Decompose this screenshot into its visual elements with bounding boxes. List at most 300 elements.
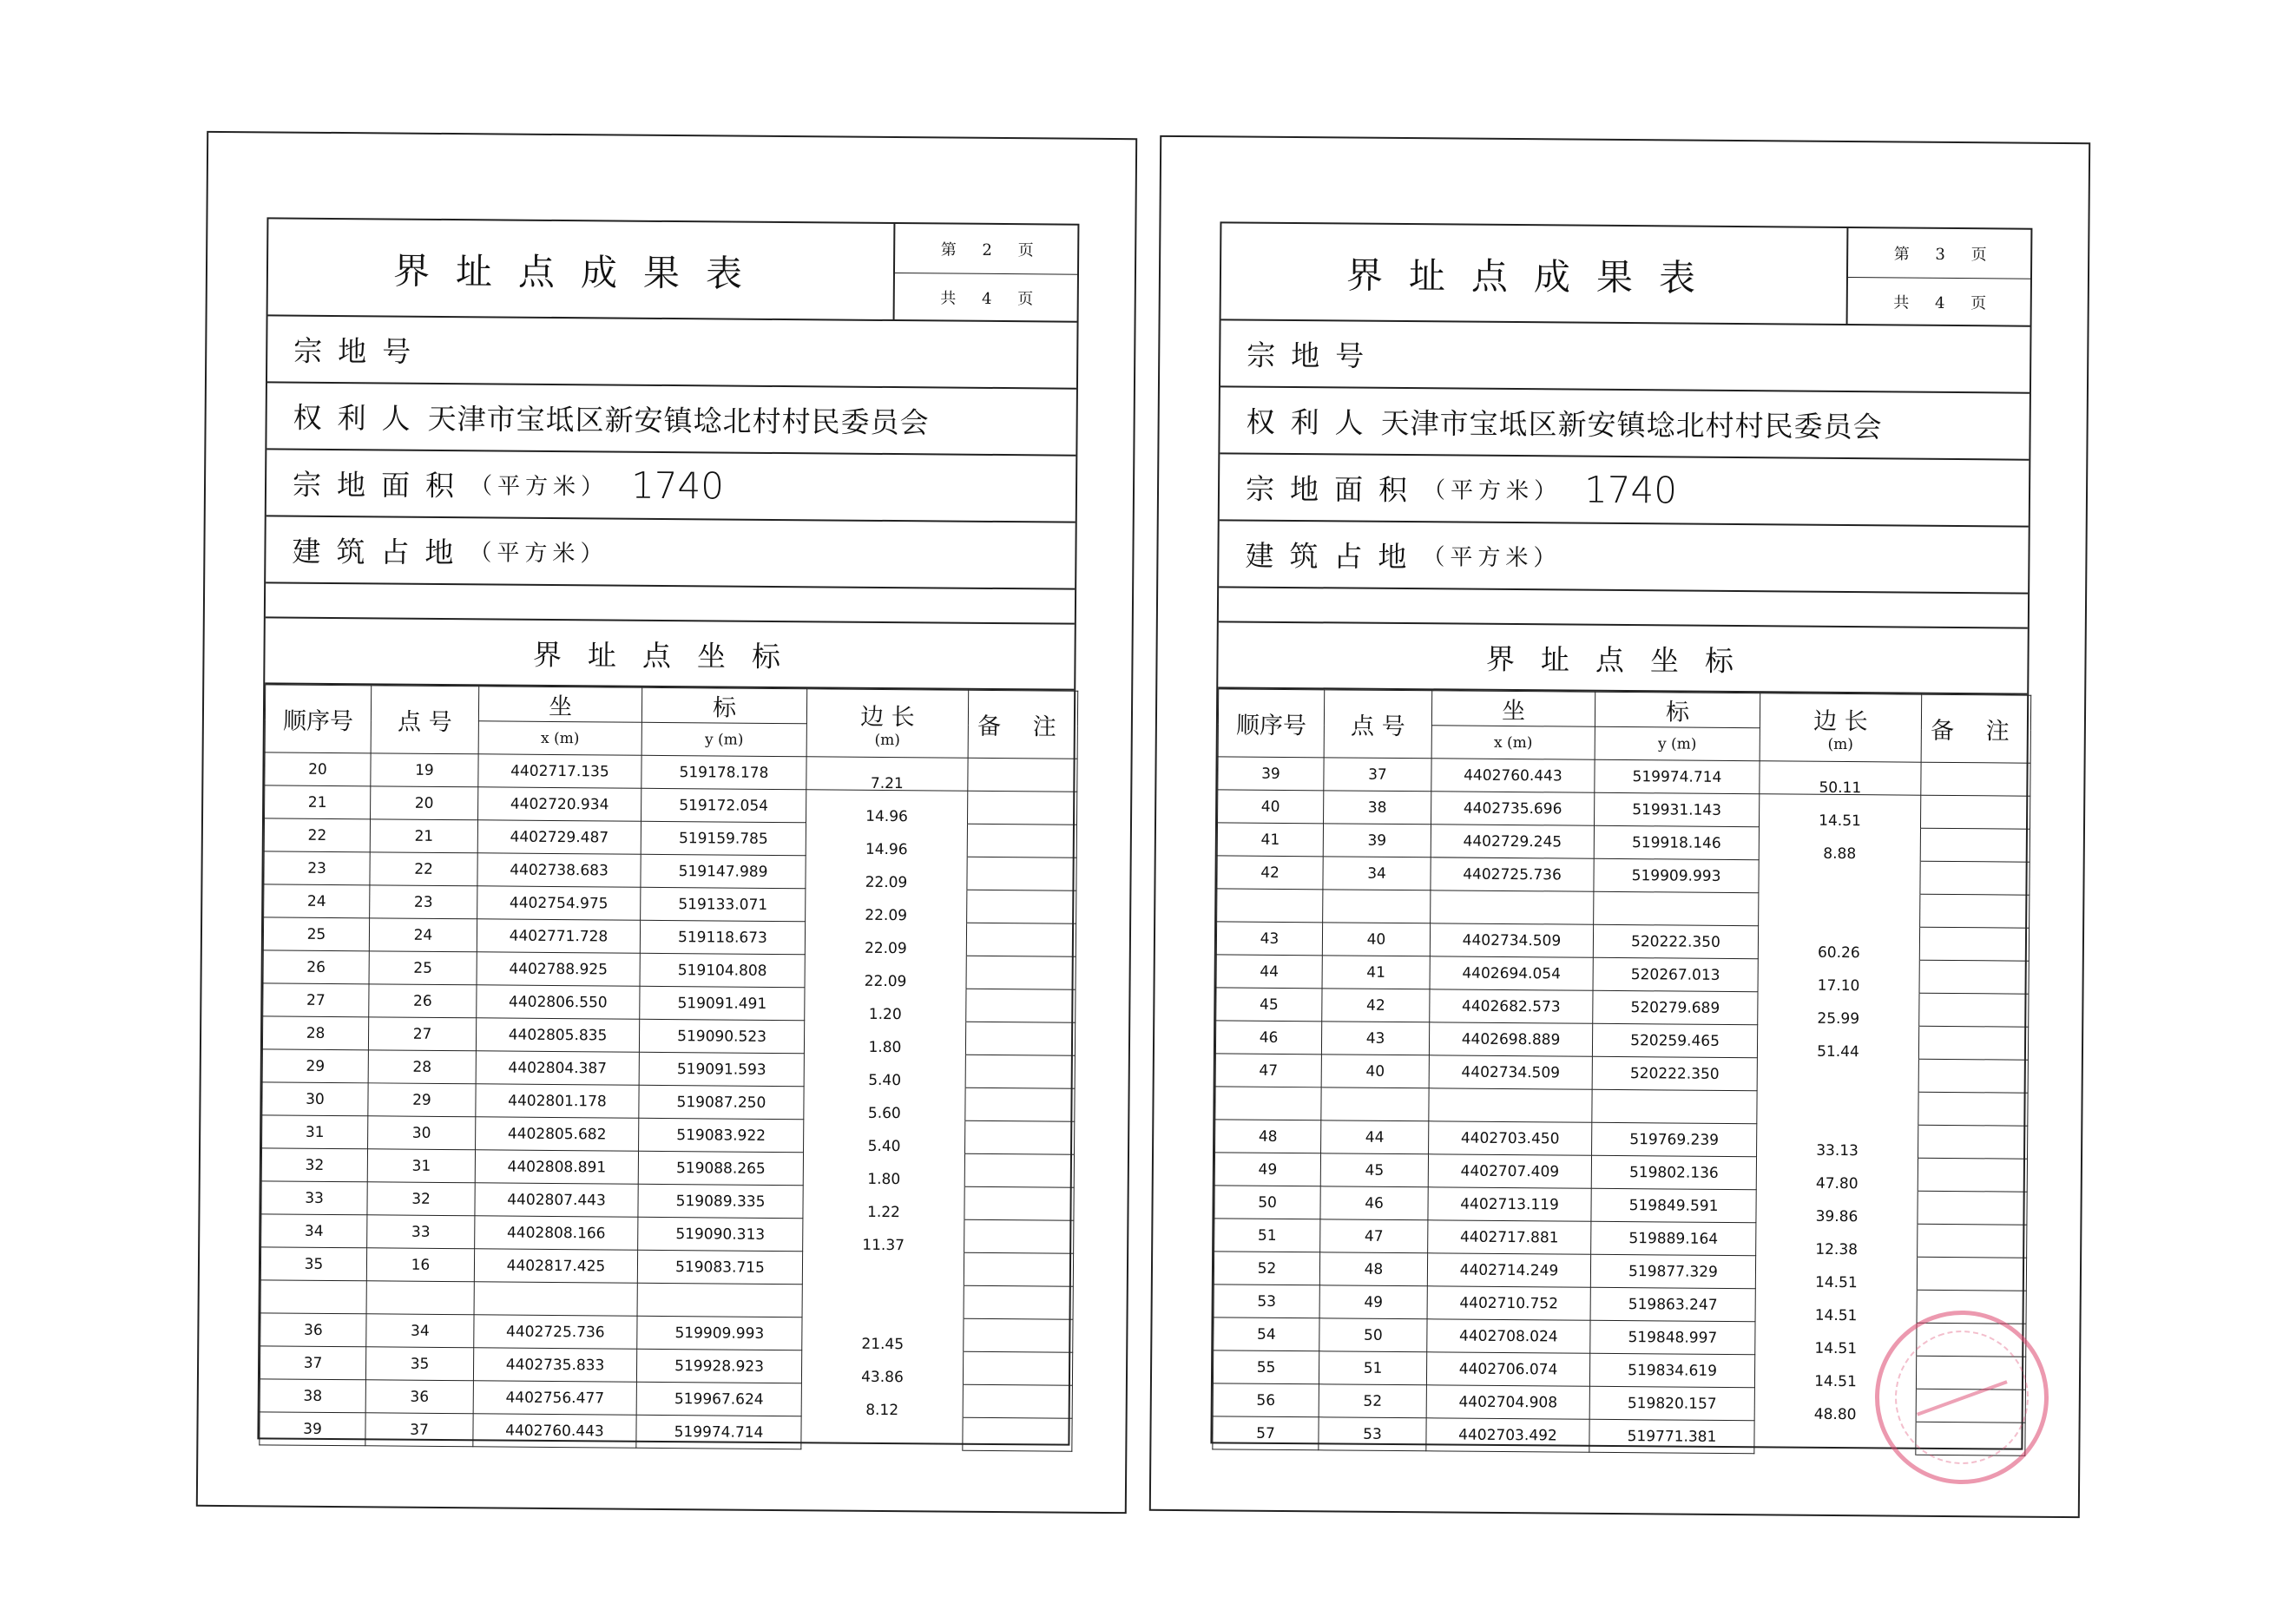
note-cell: [964, 1252, 1073, 1286]
edge-length-cell: 22.09: [806, 873, 967, 907]
note-cell: [967, 857, 1076, 890]
edge-length-cell: 14.96: [806, 807, 967, 841]
note-cell: [967, 791, 1076, 825]
x-cell: 4402717.881: [1428, 1220, 1591, 1254]
col-length-label: 边 长: [1813, 707, 1868, 736]
x-cell: 4402720.934: [478, 787, 641, 821]
note-cell: [1919, 960, 2029, 994]
point-cell: 49: [1319, 1285, 1427, 1319]
y-cell: 519172.054: [641, 788, 806, 822]
seq-cell: 23: [264, 851, 370, 885]
y-cell: [1594, 891, 1759, 925]
note-cell: [1918, 1092, 2028, 1126]
x-cell: 4402714.249: [1427, 1253, 1590, 1287]
seq-cell: 29: [262, 1049, 368, 1083]
point-cell: 28: [368, 1050, 476, 1084]
note-cell: [964, 1186, 1074, 1220]
table-title: 界址点成果表: [268, 219, 896, 321]
building-area-row: [266, 516, 1076, 589]
seq-cell: 25: [263, 917, 369, 951]
y-cell: 520267.013: [1593, 957, 1758, 991]
seq-cell: 50: [1214, 1186, 1320, 1219]
col-length-label: 边 长: [860, 703, 915, 732]
point-cell: 27: [368, 1017, 476, 1051]
note-cell: [965, 1120, 1075, 1154]
y-cell: 520279.689: [1593, 990, 1758, 1024]
note-cell: [1918, 1224, 2027, 1258]
y-cell: 519087.250: [639, 1085, 804, 1119]
edge-length-cell: 22.09: [805, 939, 966, 973]
seq-cell: 32: [261, 1148, 367, 1182]
seq-cell: 51: [1214, 1219, 1320, 1252]
x-cell: [1431, 890, 1594, 924]
point-cell: 16: [366, 1248, 474, 1282]
point-cell: 32: [367, 1182, 475, 1216]
table-header: [268, 219, 1078, 322]
seq-cell: 24: [264, 884, 370, 918]
y-cell: 519918.146: [1594, 825, 1759, 859]
y-cell: 519974.714: [636, 1415, 801, 1449]
x-cell: 4402725.736: [474, 1315, 637, 1349]
y-cell: 519931.143: [1595, 792, 1760, 826]
edge-length-cell: 5.40: [803, 1137, 964, 1171]
x-cell: 4402707.409: [1428, 1154, 1591, 1188]
edge-length-cell: 14.51: [1755, 1306, 1917, 1340]
x-cell: 4402713.119: [1428, 1187, 1591, 1221]
coords-table: [259, 684, 1078, 1451]
x-cell: 4402706.074: [1426, 1352, 1589, 1386]
x-cell: 4402729.245: [1431, 825, 1594, 858]
note-cell: [966, 989, 1076, 1022]
x-cell: [1429, 1088, 1592, 1122]
edge-length-cell: 51.44: [1757, 1042, 1918, 1076]
y-cell: 519909.993: [637, 1316, 802, 1350]
y-cell: 519820.157: [1589, 1386, 1754, 1420]
sheet-page-2: [196, 131, 1137, 1514]
y-cell: 519147.989: [641, 854, 806, 888]
x-cell: 4402805.682: [476, 1117, 639, 1151]
edge-length-cell: 1.22: [803, 1203, 964, 1237]
edge-length-cell: 14.51: [1755, 1339, 1917, 1373]
result-table-frame: [1210, 221, 2032, 1449]
x-cell: 4402703.492: [1426, 1418, 1589, 1452]
point-cell: 23: [370, 885, 477, 919]
point-cell: 26: [369, 984, 477, 1018]
col-seq-header: 顺序号: [1218, 689, 1325, 758]
y-cell: 519083.922: [639, 1118, 804, 1152]
x-cell: 4402808.891: [475, 1150, 638, 1184]
seq-cell: 34: [261, 1214, 367, 1248]
point-cell: 51: [1319, 1351, 1426, 1385]
owner-label: 权利人: [293, 400, 426, 436]
x-cell: 4402808.166: [475, 1216, 638, 1250]
building-area-unit: （平方米）: [469, 540, 609, 568]
col-coord-header-b: 标: [1595, 692, 1760, 727]
point-cell: 39: [1323, 824, 1431, 857]
y-cell: 519091.491: [640, 986, 805, 1020]
point-cell: 41: [1322, 956, 1430, 989]
x-cell: 4402760.443: [473, 1414, 636, 1448]
point-cell: 52: [1319, 1384, 1426, 1418]
y-cell: 519848.997: [1590, 1320, 1755, 1354]
y-cell: 519159.785: [641, 821, 806, 855]
point-cell: 25: [369, 951, 477, 985]
seq-cell: 36: [260, 1313, 366, 1347]
edge-length-cell: 33.13: [1756, 1141, 1918, 1175]
edge-length-cell: 1.20: [805, 1005, 966, 1039]
seq-cell: 44: [1216, 955, 1322, 989]
point-cell: 47: [1320, 1219, 1428, 1253]
x-cell: 4402738.683: [477, 853, 641, 887]
y-cell: 519877.329: [1590, 1254, 1755, 1288]
col-coord-header-b: 标: [641, 687, 806, 723]
note-cell: [1918, 1026, 2028, 1060]
point-cell: 44: [1321, 1120, 1429, 1154]
y-cell: 519083.715: [637, 1250, 802, 1284]
edge-length-cell: [802, 1302, 964, 1336]
parcel-number-row: [267, 316, 1077, 389]
edge-length-cell: 60.26: [1758, 943, 1919, 977]
note-cell: [967, 824, 1076, 857]
point-cell: 42: [1322, 989, 1430, 1022]
seq-cell: 40: [1218, 790, 1324, 824]
point-cell: 48: [1319, 1252, 1427, 1286]
x-cell: 4402717.135: [478, 754, 641, 788]
owner-row: [1220, 387, 2030, 460]
note-cell: [963, 1384, 1072, 1418]
y-cell: 520222.350: [1592, 1056, 1757, 1090]
table-title: 界址点成果表: [1221, 223, 1849, 325]
col-point-header: 点 号: [1324, 690, 1432, 759]
note-cell: [1918, 1125, 2028, 1159]
x-cell: 4402807.443: [475, 1183, 638, 1217]
x-cell: 4402734.509: [1429, 1055, 1592, 1089]
building-area-row: [1219, 521, 2029, 594]
x-cell: 4402694.054: [1430, 956, 1593, 990]
y-cell: 519863.247: [1590, 1287, 1755, 1321]
seq-cell: 28: [262, 1016, 368, 1050]
seq-cell: 42: [1217, 856, 1323, 890]
seq-cell: 46: [1215, 1021, 1321, 1055]
note-cell: [1920, 795, 2030, 829]
edge-length-cell: 22.09: [805, 972, 966, 1006]
edge-length-cell: 7.21: [806, 774, 968, 808]
point-cell: 45: [1320, 1153, 1428, 1187]
seq-cell: [1215, 1087, 1321, 1120]
owner-row: [266, 383, 1076, 456]
x-cell: 4402806.550: [477, 985, 640, 1019]
seq-cell: 55: [1213, 1350, 1319, 1384]
note-cell: [965, 1055, 1075, 1088]
x-cell: 4402682.573: [1430, 989, 1593, 1023]
parcel-area-row: [1220, 454, 2030, 527]
point-cell: 37: [365, 1413, 473, 1447]
owner-label: 权利人: [1246, 404, 1379, 440]
seq-cell: 54: [1214, 1317, 1319, 1351]
seq-cell: 49: [1214, 1153, 1320, 1186]
seq-cell: 57: [1213, 1416, 1319, 1450]
point-cell: 33: [367, 1215, 475, 1249]
seq-cell: 47: [1215, 1054, 1321, 1087]
point-cell: 35: [365, 1347, 473, 1381]
seq-cell: [1217, 889, 1323, 923]
table-row: [260, 1412, 1072, 1451]
table-header: [1221, 223, 2031, 326]
y-cell: 519090.523: [639, 1019, 804, 1053]
y-cell: 519769.239: [1592, 1122, 1757, 1156]
seq-cell: 43: [1216, 922, 1322, 956]
col-length-unit: (m): [874, 731, 901, 750]
point-cell: [1323, 890, 1431, 923]
x-cell: [474, 1282, 637, 1316]
x-cell: 4402734.509: [1430, 923, 1593, 957]
edge-length-cell: 43.86: [801, 1368, 963, 1402]
edge-length-cell: 8.12: [801, 1401, 963, 1435]
page-number: 第 3 页: [1848, 228, 2032, 279]
x-cell: 4402771.728: [477, 919, 640, 953]
y-cell: 519118.673: [640, 920, 805, 954]
y-cell: 519802.136: [1591, 1155, 1756, 1189]
x-cell: 4402756.477: [473, 1381, 636, 1415]
edge-length-cell: 12.38: [1755, 1240, 1917, 1274]
seq-cell: 39: [1218, 757, 1324, 791]
y-cell: 519909.993: [1594, 858, 1759, 892]
note-cell: [964, 1219, 1074, 1253]
seq-cell: 21: [265, 785, 371, 819]
note-cell: [1920, 861, 2030, 895]
note-cell: [1920, 894, 2030, 928]
edge-length-cell: 22.09: [805, 906, 966, 940]
edge-length-cell: [1757, 1108, 1918, 1142]
x-cell: 4402801.178: [476, 1084, 639, 1118]
seq-cell: 39: [260, 1412, 365, 1446]
point-cell: 40: [1321, 1055, 1429, 1088]
note-cell: [966, 923, 1076, 956]
coords-subtitle: 界址点坐标: [265, 618, 1075, 690]
edge-length-cell: 17.10: [1758, 976, 1919, 1010]
point-cell: 29: [368, 1083, 476, 1117]
point-cell: 34: [366, 1314, 474, 1348]
col-y-header: y (m): [641, 722, 806, 756]
edge-length-cell: 47.80: [1756, 1174, 1918, 1208]
point-cell: 19: [371, 753, 478, 787]
note-cell: [1918, 1158, 2027, 1192]
point-cell: 53: [1319, 1417, 1426, 1451]
edge-length-cell: 5.40: [804, 1071, 965, 1105]
y-cell: 519849.591: [1591, 1188, 1756, 1222]
point-cell: 43: [1321, 1022, 1429, 1055]
edge-length-cell: 11.37: [802, 1236, 964, 1270]
y-cell: 520259.465: [1592, 1023, 1757, 1057]
parcel-number-label: 宗地号: [293, 333, 427, 369]
y-cell: [1592, 1089, 1757, 1123]
y-cell: 519889.164: [1591, 1221, 1756, 1255]
y-cell: 519928.923: [636, 1349, 801, 1383]
note-cell: [964, 1318, 1073, 1352]
note-cell: [1921, 762, 2030, 796]
edge-length-cell: 1.80: [804, 1038, 965, 1072]
note-cell: [1918, 1059, 2028, 1093]
x-cell: 4402788.925: [477, 952, 640, 986]
y-cell: 519974.714: [1595, 759, 1760, 793]
seq-cell: 38: [260, 1379, 365, 1413]
edge-length-cell: 50.11: [1760, 779, 1921, 812]
col-point-header: 点 号: [371, 686, 479, 754]
point-cell: 50: [1319, 1318, 1427, 1352]
x-cell: 4402729.487: [477, 820, 641, 854]
x-cell: 4402805.835: [476, 1018, 639, 1052]
edge-length-cell: 8.88: [1759, 844, 1920, 878]
building-area-unit: （平方米）: [1422, 544, 1562, 572]
seq-cell: 48: [1215, 1120, 1321, 1153]
col-length-header: [806, 689, 969, 758]
edge-length-cell: 39.86: [1756, 1207, 1918, 1241]
y-cell: 519133.071: [641, 887, 806, 921]
note-cell: [1919, 927, 2029, 961]
x-cell: 4402704.908: [1426, 1385, 1589, 1419]
x-cell: 4402710.752: [1427, 1286, 1590, 1320]
col-coord-header-a: 坐: [1431, 691, 1595, 726]
note-cell: [964, 1153, 1074, 1187]
note-cell: [965, 1022, 1075, 1055]
seq-cell: 53: [1214, 1285, 1319, 1318]
parcel-area-unit: （平方米）: [469, 473, 609, 501]
x-cell: 4402754.975: [477, 886, 641, 920]
seq-cell: 20: [265, 752, 371, 786]
y-cell: 520222.350: [1593, 924, 1758, 958]
point-cell: 40: [1322, 923, 1430, 956]
parcel-number-label: 宗地号: [1247, 338, 1380, 373]
note-cell: [966, 956, 1076, 989]
page-number: 第 2 页: [895, 224, 1079, 275]
col-x-header: x (m): [478, 721, 641, 755]
note-cell: [967, 890, 1076, 923]
col-seq-header: 顺序号: [265, 685, 372, 753]
parcel-area-label: 宗地面积: [292, 467, 470, 503]
owner-value: 天津市宝坻区新安镇埝北村村民委员会: [1380, 405, 1883, 444]
seq-cell: 31: [262, 1115, 368, 1149]
x-cell: 4402760.443: [1431, 759, 1595, 792]
seq-cell: 56: [1213, 1383, 1319, 1417]
edge-length-cell: 14.96: [806, 840, 967, 874]
coords-subtitle: 界址点坐标: [1218, 622, 2028, 694]
note-cell: [965, 1087, 1075, 1121]
seq-cell: 35: [260, 1247, 366, 1281]
note-cell: [968, 758, 1077, 792]
y-cell: 519178.178: [641, 755, 806, 789]
point-cell: [366, 1281, 474, 1315]
x-cell: 4402703.450: [1429, 1121, 1592, 1155]
point-cell: 36: [365, 1380, 473, 1414]
edge-length-cell: [1757, 1075, 1918, 1109]
point-cell: 30: [368, 1116, 476, 1150]
col-note-header: 备 注: [968, 690, 1078, 759]
building-area-label: 建筑占地: [292, 534, 470, 570]
col-length-unit: (m): [1827, 735, 1854, 754]
note-cell: [1920, 828, 2030, 862]
y-cell: 519089.335: [638, 1184, 803, 1218]
owner-value: 天津市宝坻区新安镇埝北村村民委员会: [427, 401, 930, 440]
note-cell: [963, 1351, 1072, 1385]
seq-cell: 33: [261, 1181, 367, 1215]
edge-length-cell: 14.51: [1759, 812, 1920, 845]
edge-length-cell: 5.60: [804, 1104, 965, 1138]
seq-cell: 27: [263, 983, 369, 1017]
coords-table-body: [260, 752, 1077, 1451]
y-cell: 519967.624: [636, 1382, 801, 1416]
point-cell: [1321, 1087, 1429, 1121]
col-length-header: [1760, 693, 1922, 762]
note-cell: [1918, 1191, 2027, 1225]
col-coord-header-a: 坐: [478, 687, 641, 722]
y-cell: 519834.619: [1589, 1353, 1754, 1387]
building-area-label: 建筑占地: [1245, 538, 1423, 575]
x-cell: 4402735.833: [473, 1348, 636, 1382]
y-cell: [637, 1283, 802, 1317]
note-cell: [1919, 993, 2029, 1027]
seq-cell: 45: [1216, 988, 1322, 1022]
edge-length-cell: 21.45: [802, 1335, 964, 1369]
page-total: 共 4 页: [1893, 293, 1987, 313]
parcel-area-unit: （平方米）: [1422, 477, 1562, 505]
parcel-area-value: 1740: [1583, 468, 1678, 512]
edge-length-cell: 1.80: [803, 1170, 964, 1204]
seq-cell: 52: [1214, 1252, 1319, 1285]
y-cell: 519104.808: [640, 953, 805, 987]
x-cell: 4402804.387: [476, 1051, 639, 1085]
edge-length-cell: [1759, 877, 1920, 911]
col-note-header: 备 注: [1921, 694, 2031, 763]
edge-length-cell: 48.80: [1754, 1405, 1916, 1439]
result-table-frame: [257, 217, 1079, 1445]
edge-length-cell: 14.51: [1754, 1372, 1916, 1406]
point-cell: 34: [1323, 857, 1431, 890]
point-cell: 21: [370, 819, 477, 853]
edge-length-cell: [802, 1269, 964, 1303]
parcel-area-value: 1740: [630, 463, 725, 508]
parcel-number-row: [1220, 320, 2030, 393]
edge-length-cell: 25.99: [1758, 1009, 1919, 1043]
edge-length-cell: [1758, 910, 1919, 944]
point-cell: 46: [1320, 1186, 1428, 1220]
seq-cell: 22: [264, 818, 370, 852]
edge-length-cell: 14.51: [1755, 1273, 1917, 1307]
point-cell: 24: [369, 918, 477, 952]
col-y-header: y (m): [1595, 726, 1760, 760]
y-cell: 519771.381: [1589, 1419, 1754, 1453]
point-cell: 20: [371, 786, 478, 820]
point-cell: 37: [1324, 758, 1431, 792]
y-cell: 519088.265: [638, 1151, 803, 1185]
x-cell: 4402725.736: [1431, 857, 1594, 891]
x-cell: 4402817.425: [474, 1249, 637, 1283]
parcel-area-label: 宗地面积: [1245, 471, 1424, 508]
y-cell: 519091.593: [639, 1052, 804, 1086]
point-cell: 31: [367, 1149, 475, 1183]
y-cell: 519090.313: [638, 1217, 803, 1251]
note-cell: [964, 1285, 1073, 1319]
seq-cell: 37: [260, 1346, 365, 1380]
page-total: 共 4 页: [940, 289, 1034, 309]
parcel-area-row: [266, 450, 1076, 522]
x-cell: 4402735.696: [1431, 792, 1595, 825]
note-cell: [1917, 1257, 2026, 1291]
point-cell: 22: [370, 852, 477, 886]
seq-cell: [260, 1280, 366, 1314]
seq-cell: 41: [1217, 823, 1323, 857]
seq-cell: 30: [262, 1082, 368, 1116]
col-x-header: x (m): [1431, 726, 1595, 759]
